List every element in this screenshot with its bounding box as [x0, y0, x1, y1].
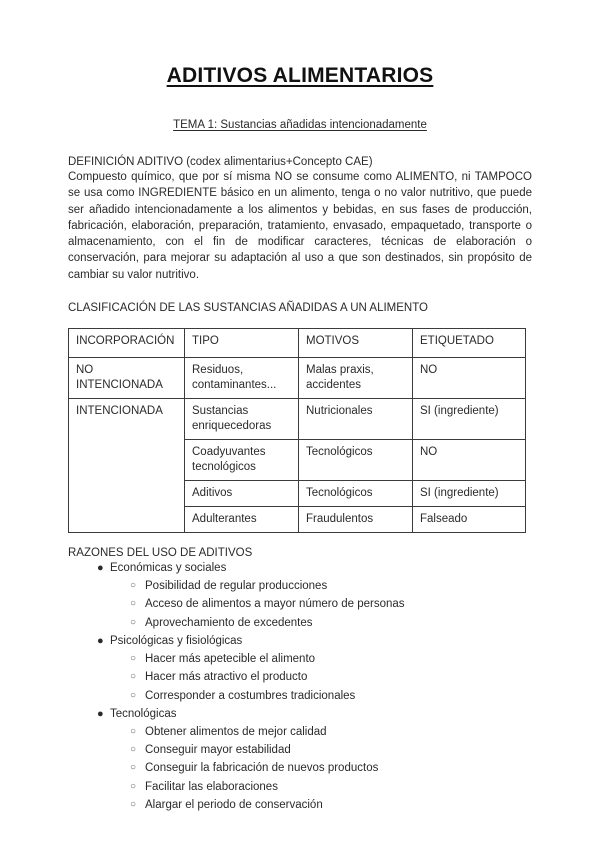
- razones-list: [68, 559, 532, 814]
- cell-etiquetado: SI (ingrediente): [413, 399, 526, 440]
- sublist: [110, 723, 532, 814]
- cell-motivos: Fraudulentos: [299, 507, 413, 533]
- table-header-incorporacion: INCORPORACIÓN: [69, 329, 185, 358]
- definition-paragraph: Compuesto químico, que por sí misma NO se consume como ALIMENTO, ni TAMPOCO se usa como INGREDIENTE básico en un alimento, tenga o no valor nutritivo, que puede ser añadido intencionadamente a los alimentos y bebidas, en sus fases de producción, fabricación, elaboración, preparación, tratamiento, envasado, empaquetado, transporte o almacenamiento, con el fin de modificar caracteres, técnicas de elaboración o conservación, para mejorar su adaptación al uso a que son destinados, sin propósito de cambiar su valor nutritivo.: [68, 171, 532, 281]
- cell-tipo: Aditivos: [185, 481, 299, 507]
- clasificacion-table: [68, 328, 526, 533]
- bullet-filled-icon: ●: [97, 562, 104, 575]
- bullet-hollow-icon: ○: [130, 725, 137, 737]
- list-item-label: Psicológicas y fisiológicas: [110, 634, 243, 647]
- list-item: [110, 741, 532, 759]
- list-item-label: Conseguir mayor estabilidad: [145, 744, 291, 757]
- cell-tipo: Sustancias enriquecedoras: [185, 399, 299, 440]
- bullet-hollow-icon: ○: [130, 689, 137, 701]
- cell-incorporacion-intencionada: INTENCIONADA: [69, 399, 185, 533]
- list-item: [110, 595, 532, 613]
- list-item-label: Alargar el periodo de conservación: [145, 798, 323, 811]
- cell-tipo: Coadyuvantes tecnológicos: [185, 440, 299, 481]
- list-item: [110, 723, 532, 741]
- table-header-tipo: TIPO: [185, 329, 299, 358]
- list-item-label: Posibilidad de regular producciones: [145, 580, 328, 593]
- list-item-group: [68, 632, 532, 705]
- cell-motivos: Tecnológicos: [299, 481, 413, 507]
- definition-heading: DEFINICIÓN ADITIVO (codex alimentarius+Concepto CAE): [68, 156, 373, 168]
- list-item: [110, 577, 532, 595]
- cell-etiquetado: SI (ingrediente): [413, 481, 526, 507]
- cell-incorporacion-no-intencionada: NO INTENCIONADA: [69, 358, 185, 399]
- list-item-label: Facilitar las elaboraciones: [145, 780, 278, 793]
- bullet-hollow-icon: ○: [130, 653, 137, 665]
- list-item-label: Obtener alimentos de mejor calidad: [145, 725, 327, 738]
- list-item-label: Aprovechamiento de excedentes: [145, 616, 313, 629]
- list-item-label: Corresponder a costumbres tradicionales: [145, 689, 356, 702]
- list-item: [110, 650, 532, 668]
- list-item: [110, 796, 532, 814]
- table-row: [69, 358, 526, 399]
- list-item: [110, 668, 532, 686]
- cell-tipo: Adulterantes: [185, 507, 299, 533]
- list-item-label: Hacer más apetecible el alimento: [145, 653, 316, 666]
- bullet-hollow-icon: ○: [130, 616, 137, 628]
- bullet-filled-icon: ●: [97, 707, 104, 720]
- bullet-hollow-icon: ○: [130, 780, 137, 792]
- list-item: [110, 614, 532, 632]
- list-item-label: Tecnológicas: [110, 707, 177, 720]
- list-item-label: Económicas y sociales: [110, 562, 227, 575]
- table-header-row: [69, 329, 526, 358]
- cell-etiquetado: Falseado: [413, 507, 526, 533]
- list-item: [110, 778, 532, 796]
- bullet-hollow-icon: ○: [130, 598, 137, 610]
- page-title: ADITIVOS ALIMENTARIOS: [166, 64, 434, 87]
- cell-etiquetado: NO: [413, 358, 526, 399]
- list-item-group: [68, 559, 532, 632]
- cell-tipo: Residuos, contaminantes...: [185, 358, 299, 399]
- list-item: [110, 687, 532, 705]
- clasificacion-heading: CLASIFICACIÓN DE LAS SUSTANCIAS AÑADIDAS A UN ALIMENTO: [68, 302, 429, 315]
- list-item-label: Conseguir la fabricación de nuevos productos: [145, 762, 379, 775]
- list-item: [110, 759, 532, 777]
- sublist: [110, 650, 532, 705]
- bullet-hollow-icon: ○: [130, 671, 137, 683]
- sublist: [110, 577, 532, 632]
- cell-motivos: Tecnológicos: [299, 440, 413, 481]
- bullet-hollow-icon: ○: [130, 762, 137, 774]
- table-row: [69, 399, 526, 440]
- table-header-etiquetado: ETIQUETADO: [413, 329, 526, 358]
- cell-motivos: Malas praxis, accidentes: [299, 358, 413, 399]
- bullet-hollow-icon: ○: [130, 580, 137, 592]
- cell-motivos: Nutricionales: [299, 399, 413, 440]
- document-subtitle: TEMA 1: Sustancias añadidas intencionadamente: [173, 119, 427, 131]
- cell-etiquetado: NO: [413, 440, 526, 481]
- bullet-hollow-icon: ○: [130, 798, 137, 810]
- list-item-label: Acceso de alimentos a mayor número de personas: [145, 598, 405, 611]
- list-item-group: [68, 705, 532, 814]
- bullet-hollow-icon: ○: [130, 744, 137, 756]
- bullet-filled-icon: ●: [97, 634, 104, 647]
- list-item-label: Hacer más atractivo el producto: [145, 671, 308, 684]
- razones-heading: RAZONES DEL USO DE ADITIVOS: [68, 547, 253, 560]
- table-header-motivos: MOTIVOS: [299, 329, 413, 358]
